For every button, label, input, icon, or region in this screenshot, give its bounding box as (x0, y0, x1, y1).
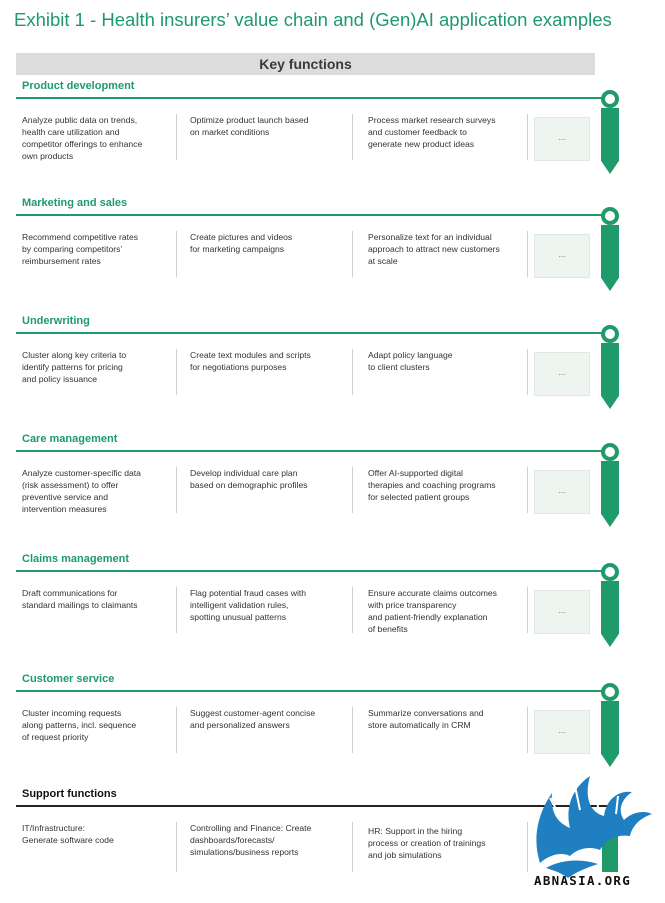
example-cell: Personalize text for an individual approach to attract new customers at scale (368, 232, 500, 266)
more-examples-box: ... (534, 234, 590, 278)
chevron-down-arrow-icon (601, 581, 619, 647)
column-divider (176, 114, 177, 160)
example-cell: Recommend competitive rates by comparing competitors’ reimbursement rates (22, 232, 139, 266)
column-divider (352, 231, 353, 277)
example-cell: Summarize conversations and store automatically in CRM (368, 708, 484, 730)
timeline-node-icon (601, 563, 619, 581)
column-divider (527, 114, 528, 160)
section-title: Customer service (22, 673, 115, 685)
watermark-text: ABNASIA.ORG (534, 873, 632, 888)
example-cell: IT/Infrastructure: Generate software code (22, 823, 114, 845)
column-divider (176, 707, 177, 753)
example-cell: Create pictures and videos for marketing campaigns (190, 232, 293, 254)
column-divider (527, 587, 528, 633)
section-divider-line (16, 97, 604, 99)
more-examples-box: ... (534, 590, 590, 634)
column-divider (176, 231, 177, 277)
timeline-node-icon (601, 207, 619, 225)
section-title: Underwriting (22, 315, 90, 327)
column-divider (352, 587, 353, 633)
example-cell: Analyze customer-specific data (risk assessment) to offer preventive service and intervention measures (22, 468, 141, 514)
column-divider (527, 467, 528, 513)
example-cell: Adapt policy language to client clusters (368, 350, 453, 372)
timeline-node-icon (601, 90, 619, 108)
column-divider (527, 707, 528, 753)
column-divider (176, 587, 177, 633)
column-divider (352, 822, 353, 872)
exhibit-title: Exhibit 1 - Health insurers’ value chain and (Gen)AI application examples (14, 9, 612, 30)
more-examples-box: ... (534, 117, 590, 161)
more-examples-box: ... (534, 710, 590, 754)
column-divider (176, 467, 177, 513)
timeline-node-icon (601, 443, 619, 461)
example-cell: Create text modules and scripts for negotiations purposes (190, 350, 311, 372)
chevron-down-arrow-icon (601, 108, 619, 174)
section-divider-line (16, 332, 604, 334)
example-cell: Optimize product launch based on market conditions (190, 115, 309, 137)
example-cell: Offer AI-supported digital therapies and coaching programs for selected patient groups (368, 468, 496, 502)
chevron-down-arrow-icon (601, 461, 619, 527)
column-divider (352, 349, 353, 395)
section-title: Claims management (22, 553, 129, 565)
example-cell: Develop individual care plan based on demographic profiles (190, 468, 308, 490)
column-divider (352, 114, 353, 160)
example-cell: HR: Support in the hiring process or creation of trainings and job simulations (368, 826, 486, 860)
section-divider-line (16, 450, 604, 452)
section-divider-line (16, 690, 604, 692)
example-cell: Suggest customer-agent concise and personalized answers (190, 708, 316, 730)
example-cell: Analyze public data on trends, health care utilization and competitor offerings to enhance own products (22, 115, 143, 161)
column-divider (176, 822, 177, 872)
example-cell: Flag potential fraud cases with intelligent validation rules, spotting unusual patterns (190, 588, 307, 622)
section-title: Marketing and sales (22, 197, 128, 209)
key-functions-header: Key functions (16, 53, 595, 75)
section-divider-line (16, 570, 604, 572)
example-cell: Ensure accurate claims outcomes with price transparency and patient-friendly explanation of benefits (368, 588, 497, 634)
column-divider (352, 467, 353, 513)
column-divider (176, 349, 177, 395)
timeline-node-icon (601, 683, 619, 701)
section-title: Support functions (22, 788, 117, 800)
example-cell: Cluster along key criteria to identify patterns for pricing and policy issuance (22, 350, 127, 384)
more-examples-box: ... (534, 352, 590, 396)
example-cell: Controlling and Finance: Create dashboards/forecasts/ simulations/business reports (190, 823, 312, 857)
column-divider (527, 349, 528, 395)
timeline-node-icon (601, 325, 619, 343)
example-cell: Draft communications for standard mailings to claimants (22, 588, 138, 610)
chevron-down-arrow-icon (601, 343, 619, 409)
example-cell: Process market research surveys and customer feedback to generate new product ideas (368, 115, 496, 149)
section-divider-line (16, 214, 604, 216)
more-examples-box: ... (534, 470, 590, 514)
example-cell: Cluster incoming requests along patterns, incl. sequence of request priority (22, 708, 137, 742)
chevron-down-arrow-icon (601, 225, 619, 291)
column-divider (527, 231, 528, 277)
section-title: Product development (22, 80, 135, 92)
column-divider (352, 707, 353, 753)
section-title: Care management (22, 433, 118, 445)
chevron-down-arrow-icon (601, 701, 619, 767)
